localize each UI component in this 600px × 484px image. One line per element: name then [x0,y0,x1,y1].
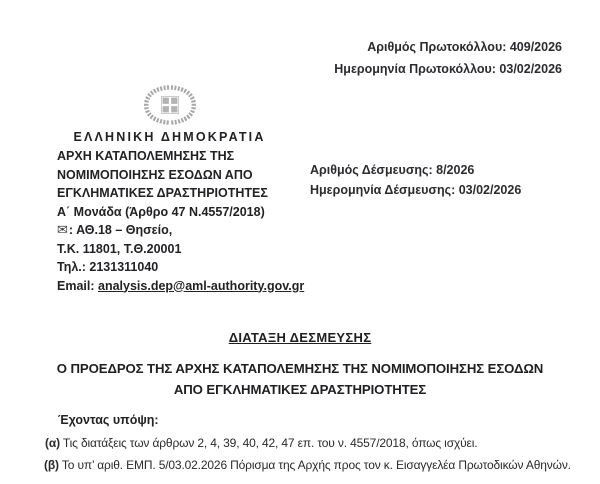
agency-unit: Α΄ Μονάδα (Άρθρο 47 Ν.4557/2018) [57,204,265,219]
protocol-block [334,36,562,80]
item-b-text: Το υπ’ αριθ. ΕΜΠ. 5/03.02.2026 Πόρισμα της Αρχής προς τον κ. Εισαγγελέα Πρωτοδικών Αθηνών. [61,458,571,472]
agency-block [57,147,304,295]
agency-name-line-2: ΝΟΜΙΜΟΠΟΙΗΣΗΣ ΕΣΟΔΩΝ ΑΠΟ [57,167,253,182]
protocol-date: Ημερομηνία Πρωτοκόλλου: 03/02/2026 [334,62,562,76]
country-title: ΕΛΛΗΝΙΚΗ ΔΗΜΟΚΡΑΤΙΑ [73,130,266,144]
item-b-marker: (β) [44,458,59,472]
considering-heading: Έχοντας υπόψη: [58,413,159,427]
considering-item-b [44,458,571,472]
agency-name-line-3: ΕΓΚΛΗΜΑΤΙΚΕΣ ΔΡΑΣΤΗΡΙΟΤΗΤΕΣ [57,186,268,200]
agency-postal: Τ.Κ. 11801, Τ.Θ.20001 [57,241,182,256]
issuer-line-2: ΑΠΟ ΕΓΚΛΗΜΑΤΙΚΕΣ ΔΡΑΣΤΗΡΙΟΤΗΤΕΣ [173,382,427,397]
agency-address: : ΑΘ.18 – Θησείο, [68,223,173,237]
email-label: Email: [57,278,95,293]
document-title: ΔΙΑΤΑΞΗ ΔΕΣΜΕΥΣΗΣ [228,330,372,345]
issuer-line-1: Ο ΠΡΟΕΔΡΟΣ ΤΗΣ ΑΡΧΗΣ ΚΑΤΑΠΟΛΕΜΗΣΗΣ ΤΗΣ ΝΟΜΙΜΟΠΟΙΗΣΗΣ ΕΣΟΔΩΝ [56,361,544,376]
protocol-number: Αριθμός Πρωτοκόλλου: 409/2026 [367,40,562,54]
agency-phone: Τηλ.: 2131311040 [57,260,159,274]
agency-email-line [57,277,304,296]
seizure-date: Ημερομηνία Δέσμευσης: 03/02/2026 [310,183,522,197]
item-a-marker: (α) [45,436,60,450]
issuer-heading [0,358,600,400]
seizure-block [310,160,521,200]
agency-name-line-1: ΑΡΧΗ ΚΑΤΑΠΟΛΕΜΗΣΗΣ ΤΗΣ [57,149,235,163]
considering-item-a [45,436,477,450]
email-link[interactable]: analysis.dep@aml-authority.gov.gr [98,278,305,293]
mail-icon: ✉ [57,222,68,237]
agency-address-line [57,221,304,240]
item-a-text: Τις διατάξεις των άρθρων 2, 4, 39, 40, 42, 47 επ. του ν. 4557/2018, όπως ισχύει. [62,436,478,450]
seizure-number: Αριθμός Δέσμευσης: 8/2026 [310,163,475,177]
greek-republic-emblem-icon [141,85,199,125]
